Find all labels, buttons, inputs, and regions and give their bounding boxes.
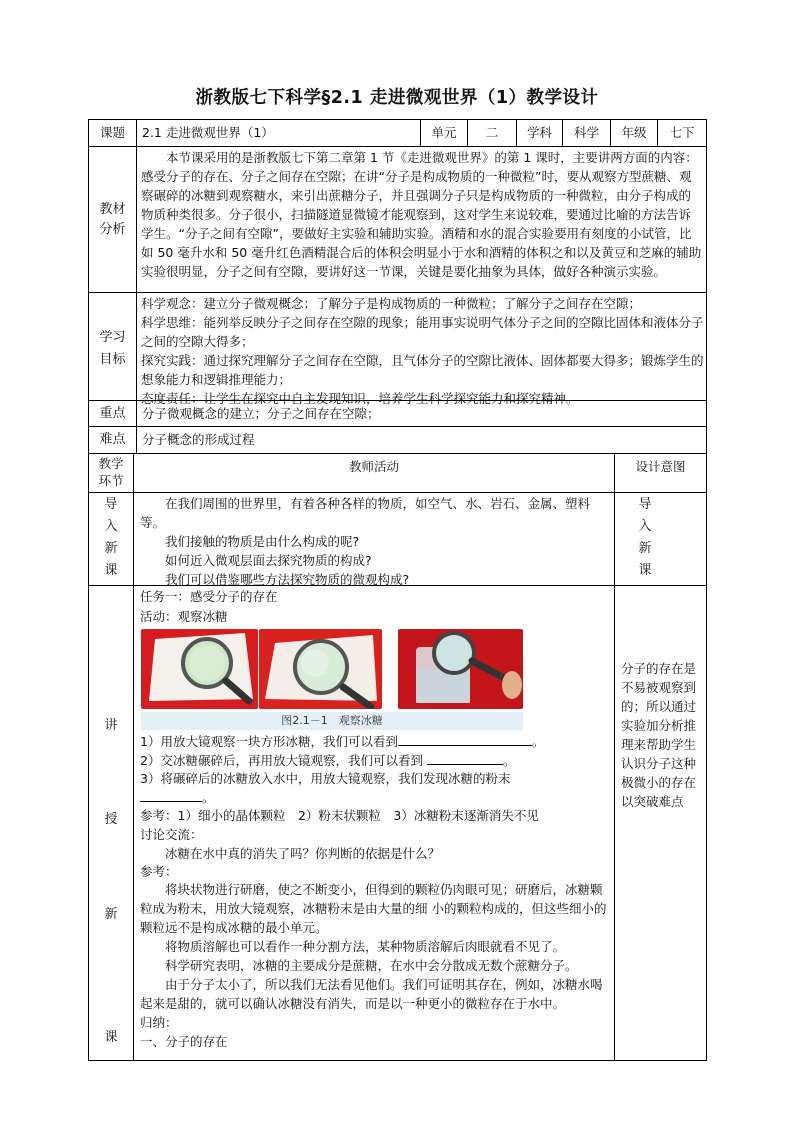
goal-item: 科学思维：能列举反映分子之间存在空隙的现象；能用事实说明气体分子之间的空隙比固体和液体分子之间的空隙大得多； [141, 315, 704, 349]
task-title: 任务一：感受分子的存在 [140, 589, 278, 604]
stage-header: 教学 环节 [98, 456, 124, 488]
unit-label: 单元 [431, 125, 457, 140]
reference-label: 参考： [140, 864, 178, 879]
step-3: 3）将碾碎后的冰糖放入水中，用放大镜观察，我们发现冰糖的粉末 [140, 771, 511, 786]
explanation: 将块状物进行研磨，使之不断变小，但得到的颗粒仍肉眼可见；研磨后，冰糖颗粒成为粉末，用放大镜观察，冰糖粉末是由大量的细 小的颗粒构成的，但这些细小的颗粒远不是构成冰糖的最小单元。 将物质溶解也可以看作一种分割方法，某种物质溶解后肉眼就看不见了。 科学研究表明，冰糖的主要成分是蔗糖，在水中会分散成无数个蔗糖分子。 由于分子太小了，所以我们无法看见他们。我们可证明其存在，例如，冰糖水喝起来是甜的，就可以确认冰糖没有消失，而是以一种更小的微粒存在于水中。 归纳： 一、分子的存在 [140, 882, 607, 1049]
photo-candy-in-water [398, 629, 523, 709]
intro-stage: 导 入 新 课 [104, 497, 118, 578]
reference-answers: 参考：1）细小的晶体颗粒 2）粉末状颗粒 3）冰糖粉末逐渐消失不见 [140, 808, 539, 823]
blank-line [140, 789, 202, 802]
goals-label: 学习 目标 [99, 330, 126, 367]
step-3-blank: 。 [140, 788, 611, 807]
teach-stage-char: 讲 [104, 718, 118, 733]
page-title: 浙教版七下科学§2.1 走进微观世界（1）教学设计 [195, 88, 599, 108]
grade-label: 年级 [621, 125, 647, 140]
magnifier-icon [141, 629, 258, 709]
grade-value: 七下 [669, 125, 695, 140]
teacher-activity-header: 教师活动 [348, 459, 399, 474]
row-sep [88, 292, 707, 293]
row-sep [88, 426, 707, 427]
teach-intent: 分子的存在是不易被观察到的；所以通过实验加分析推理来帮助学生认识分子这种极微小的存在以突破难点 [621, 661, 697, 809]
magnifier-icon [259, 629, 382, 709]
teach-stage-char: 新 [104, 907, 118, 922]
difficulty-text: 分子概念的形成过程 [142, 432, 255, 447]
intro-intent: 导 入 新 课 [638, 497, 652, 578]
goal-item: 态度责任：让学生在探究中自主发现知识，培养学生科学探究能力和探究精神。 [141, 391, 579, 406]
key-point-label: 重点 [99, 406, 126, 421]
key-point-text: 分子微观概念的建立；分子之间存在空隙； [142, 406, 380, 421]
lesson-value: 2.1 走进微观世界（1） [142, 125, 274, 140]
table-border-top [88, 119, 707, 120]
table-border-right [706, 119, 707, 1061]
col-sep [133, 453, 134, 1061]
photo-crushed-candy [259, 629, 382, 709]
material-label: 教材 分析 [99, 202, 126, 237]
activity-title: 活动：观察冰糖 [140, 609, 228, 624]
difficulty-label: 难点 [99, 432, 126, 447]
lesson-label: 课题 [99, 125, 125, 140]
blank-line [427, 752, 503, 765]
discussion-title: 讨论交流： [140, 827, 203, 842]
beaker-icon [398, 629, 523, 709]
discussion-question: 冰糖在水中真的消失了吗？你判断的依据是什么？ [165, 846, 441, 861]
goal-item: 科学观念：建立分子微观概念；了解分子是构成物质的一种微粒；了解分子之间存在空隙； [141, 296, 642, 311]
goals-text [141, 294, 704, 408]
unit-value: 二 [485, 125, 499, 140]
goal-item: 探究实践：通过探究理解分子之间存在空隙，且气体分子的空隙比液体、固体都要大得多；锻炼学生的想象能力和逻辑推理能力； [141, 353, 704, 387]
teach-stage-char: 课 [104, 1030, 118, 1045]
design-intent-header: 设计意图 [635, 459, 686, 474]
col-sep [136, 119, 137, 453]
row-sep [88, 146, 707, 147]
figure-caption: 图2.1－1 观察冰糖 [141, 712, 523, 730]
photo-candy-block [141, 629, 258, 709]
subject-value: 科学 [573, 125, 599, 140]
step-2: 2）交冰糖碾碎后，再用放大镜观察，我们可以看到 。 [140, 753, 516, 768]
step-1: 1）用放大镜观察一块方形冰糖，我们可以看到 。 [140, 734, 545, 749]
subject-label: 学科 [526, 125, 552, 140]
material-text: 本节课采用的是浙教版七下第二章第 1 节《走进微观世界》的第 1 课时，主要讲两方面的内容：感受分子的存在、分子之间存在空隙；在讲“分子是构成物质的一种微粒”时，要从观察方型蔗糖、观察碾碎的冰糖到观察糖水，来引出蔗糖分子，并且强调分子只是构成物质的一种微粒，由分子构成的物质种类很多。分子很小，扫描隧道显微镜才能观察到，这对学生来说较难，要通过比喻的方法告诉学生。“分子之间有空隙”，要做好主实验和辅助实验。酒精和水的混合实验要用有刻度的小试管，比如 50 毫升水和 50 毫升红色酒精混合后的体积会明显小于水和酒精的体积之和以及黄豆和芝麻的辅助实验很明显，分子之间有空隙，要讲好这一节课，关键是要化抽象为具体，做好各种演示实验。 [141, 150, 702, 279]
blank-line [398, 733, 532, 746]
teach-stage-char: 授 [104, 812, 118, 827]
intro-content: 在我们周围的世界里，有着各种各样的物质，如空气、水、岩石、金属、塑料等。 我们接触的物质是由什么构成的呢? 如何近入微观层面去探究物质的构成? 我们可以借鉴哪些方法探究物质的微观构成? [140, 496, 591, 587]
